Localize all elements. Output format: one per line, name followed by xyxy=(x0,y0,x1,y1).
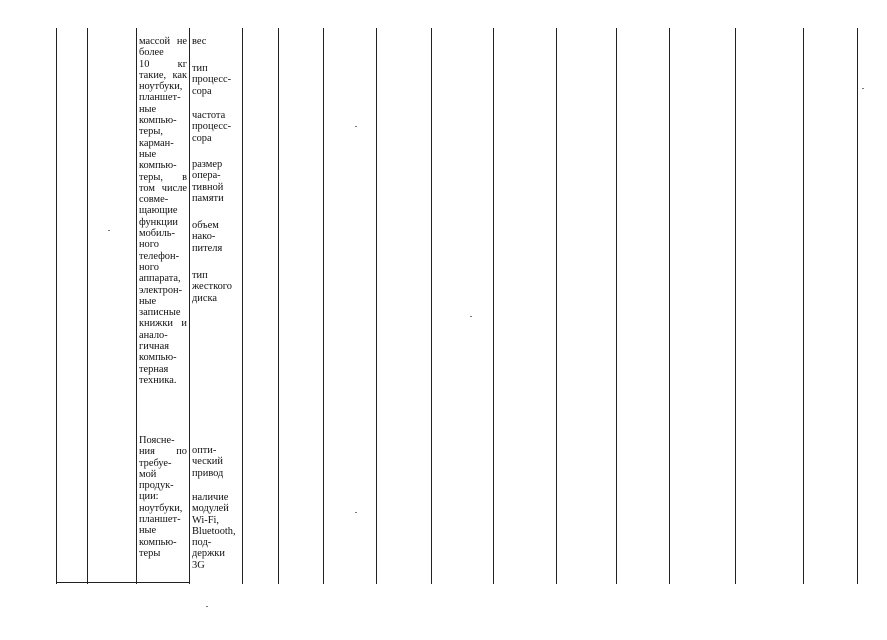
cell-text-line: ные xyxy=(139,295,157,307)
cell-text-line: ного xyxy=(139,239,159,251)
characteristic-ram-size xyxy=(192,159,240,204)
cell-text-line: модулей xyxy=(192,503,229,515)
cell-text-line: планшет- xyxy=(139,92,181,104)
cell-text-line: держки xyxy=(192,548,225,560)
cell-text-line: записные xyxy=(139,307,181,319)
cell-text-line: аппарата, xyxy=(139,273,181,285)
characteristic-storage-capacity xyxy=(192,220,240,254)
product-description-block-1 xyxy=(139,36,187,386)
column-divider xyxy=(616,28,617,584)
cell-text-line: мобиль- xyxy=(139,228,176,240)
cell-text-line: книжки и xyxy=(139,318,187,330)
cell-text-line: теры, xyxy=(139,126,163,138)
cell-text-line: 3G xyxy=(192,559,205,571)
product-description-block-2 xyxy=(139,435,187,559)
characteristic-hdd-type xyxy=(192,270,240,304)
cell-text-line: продук- xyxy=(139,480,174,492)
cell-text-line: ного xyxy=(139,261,159,273)
cell-text-line: тип xyxy=(192,63,208,74)
cell-text-line: техника. xyxy=(139,374,177,386)
cell-text-line: пителя xyxy=(192,242,223,254)
table-border-right xyxy=(857,28,858,584)
cell-text-line: функции xyxy=(139,216,178,228)
cell-text-line: карман- xyxy=(139,137,174,149)
cell-text-line: компью- xyxy=(139,352,177,364)
cell-text-line: частота xyxy=(192,110,226,121)
cell-text-line: опера- xyxy=(192,170,221,182)
cell-text-line: мой xyxy=(139,468,157,480)
cell-text-line: телефон- xyxy=(139,250,180,262)
cell-text-line: ния по xyxy=(139,446,187,458)
cell-text-line: анало- xyxy=(139,329,168,341)
cell-text-line: опти- xyxy=(192,445,217,456)
table-border-left xyxy=(56,28,57,584)
column-divider xyxy=(189,28,190,584)
cell-text-line: массой не xyxy=(139,36,187,47)
cell-text-line: ные xyxy=(139,103,157,115)
cell-text-line: более xyxy=(139,47,164,59)
cell-text-line: щающие xyxy=(139,205,178,217)
cell-text-line: требуе- xyxy=(139,457,172,469)
cell-text-line: процесс- xyxy=(192,121,232,133)
cell-text-line: ные xyxy=(139,148,157,160)
cell-text-line: теры, в xyxy=(139,171,187,183)
cell-text-line: тивной xyxy=(192,181,224,193)
scan-speck xyxy=(470,316,472,317)
column-divider xyxy=(803,28,804,584)
cell-text-line: компью- xyxy=(139,536,177,548)
cell-text-line: вес xyxy=(192,36,207,47)
column-divider xyxy=(136,28,137,584)
cell-text-line: такие, как xyxy=(139,69,187,81)
cell-text-line: жесткого xyxy=(192,281,232,293)
scan-speck xyxy=(355,512,357,513)
characteristic-processor-type xyxy=(192,63,240,97)
column-divider xyxy=(735,28,736,584)
characteristic-weight xyxy=(192,36,240,47)
cell-text-line: ные xyxy=(139,525,157,537)
cell-text-line: гичная xyxy=(139,341,169,353)
cell-text-line: наличие xyxy=(192,492,229,503)
cell-text-line: под- xyxy=(192,537,212,549)
cell-text-line: сора xyxy=(192,85,212,97)
cell-text-line: процесс- xyxy=(192,74,232,86)
scan-speck xyxy=(108,230,110,231)
column-divider xyxy=(431,28,432,584)
cell-text-line: компью- xyxy=(139,160,177,172)
scan-speck xyxy=(862,88,864,89)
cell-text-line: планшет- xyxy=(139,514,181,526)
cell-text-line: нако- xyxy=(192,231,216,243)
cell-text-line: компью- xyxy=(139,115,177,127)
scan-speck xyxy=(355,126,357,127)
column-divider xyxy=(278,28,279,584)
cell-text-line: 10 кг xyxy=(139,58,187,70)
cell-text-line: привод xyxy=(192,467,224,479)
column-divider xyxy=(87,28,88,584)
column-divider xyxy=(376,28,377,584)
cell-text-line: ноутбуки, xyxy=(139,502,183,514)
cell-text-line: терная xyxy=(139,363,169,375)
cell-text-line: сора xyxy=(192,132,212,144)
scan-speck xyxy=(206,606,208,607)
cell-text-line: памяти xyxy=(192,192,224,204)
column-divider xyxy=(556,28,557,584)
cell-text-line: теры xyxy=(139,547,161,559)
column-divider xyxy=(493,28,494,584)
characteristic-processor-frequency xyxy=(192,110,240,144)
cell-text-line: размер xyxy=(192,159,223,170)
cell-text-line: ции: xyxy=(139,491,159,503)
cell-text-line: Wi-Fi, xyxy=(192,514,220,526)
cell-text-line: тип xyxy=(192,270,208,281)
cell-text-line: совме- xyxy=(139,194,169,206)
cell-text-line: Bluetooth, xyxy=(192,525,236,537)
cell-text-line: Поясне- xyxy=(139,435,175,446)
cell-text-line: диска xyxy=(192,292,217,304)
characteristic-optical-drive xyxy=(192,445,240,479)
cell-text-line: электрон- xyxy=(139,284,183,296)
cell-text-line: ческий xyxy=(192,456,223,468)
characteristic-wireless-modules xyxy=(192,492,244,571)
cell-text-line: том числе xyxy=(139,182,187,194)
cell-text-line: объем xyxy=(192,220,219,231)
column-divider xyxy=(323,28,324,584)
column-divider xyxy=(669,28,670,584)
table-bottom-border xyxy=(56,582,190,583)
cell-text-line: ноутбуки, xyxy=(139,81,183,93)
